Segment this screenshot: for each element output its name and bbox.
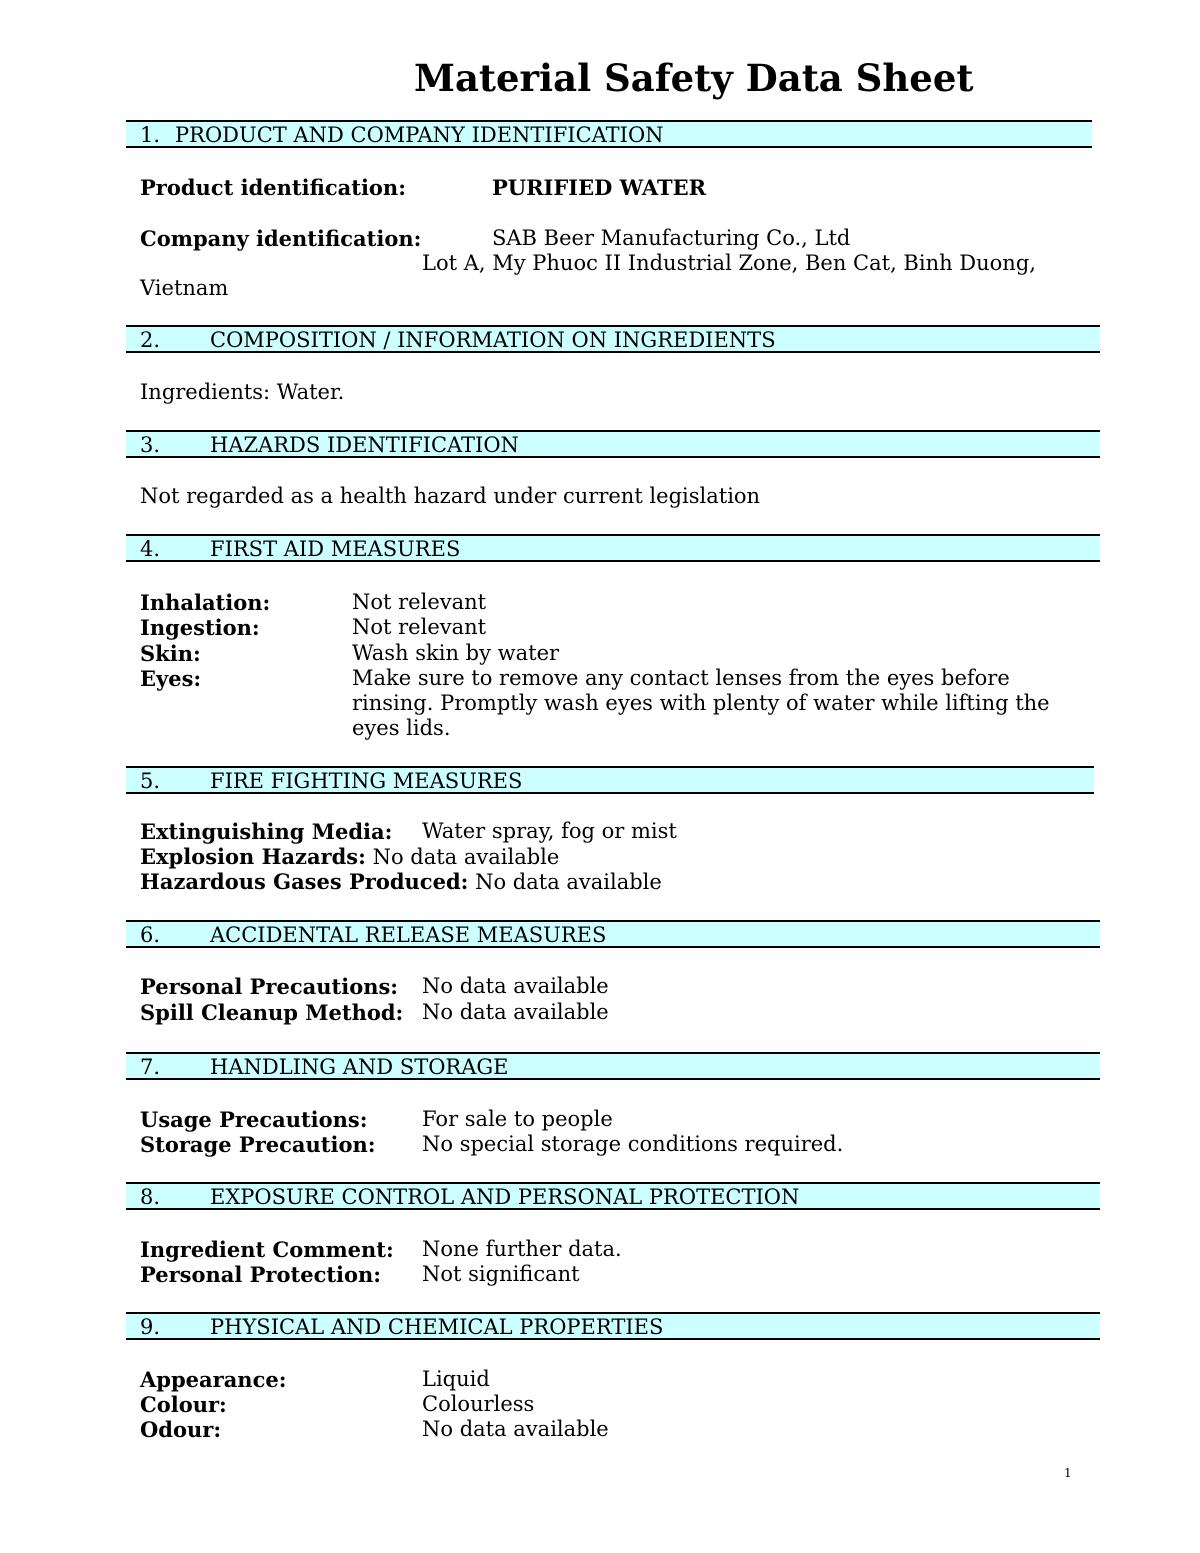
section-header-3: [126, 430, 1100, 458]
section-title: ACCIDENTAL RELEASE MEASURES: [210, 923, 607, 947]
explosion-hazards-label: Explosion Hazards:: [140, 844, 366, 869]
inhalation-label: Inhalation:: [140, 590, 271, 615]
usage-precautions-label: Usage Precautions:: [140, 1107, 368, 1132]
company-id-label: Company identification:: [140, 226, 422, 251]
company-name: SAB Beer Manufacturing Co., Ltd: [492, 226, 851, 250]
skin-label: Skin:: [140, 641, 201, 666]
section-number: 4.: [140, 537, 161, 561]
inhalation-value: Not relevant: [352, 590, 487, 614]
page-number: 1: [1064, 1466, 1072, 1480]
section-title: HAZARDS IDENTIFICATION: [210, 433, 519, 457]
company-address-line2: Vietnam: [140, 276, 229, 300]
section-number: 2.: [140, 328, 161, 352]
spill-cleanup-value: No data available: [422, 1000, 609, 1024]
hazardous-gases-label: Hazardous Gases Produced:: [140, 869, 469, 894]
section-title: PRODUCT AND COMPANY IDENTIFICATION: [175, 123, 664, 147]
section-title: COMPOSITION / INFORMATION ON INGREDIENTS: [210, 328, 776, 352]
spill-cleanup-label: Spill Cleanup Method:: [140, 1000, 404, 1025]
section-title: FIRST AID MEASURES: [210, 537, 461, 561]
section-title: PHYSICAL AND CHEMICAL PROPERTIES: [210, 1315, 664, 1339]
hazards-text: Not regarded as a health hazard under current legislation: [140, 484, 761, 508]
eyes-value-line2: rinsing. Promptly wash eyes with plenty of water while lifting the: [352, 691, 1050, 715]
section-title: HANDLING AND STORAGE: [210, 1055, 509, 1079]
section-number: 7.: [140, 1055, 161, 1079]
ingestion-label: Ingestion:: [140, 615, 260, 640]
section-header-8: [126, 1182, 1100, 1210]
company-address-line1: Lot A, My Phuoc II Industrial Zone, Ben Cat, Binh Duong,: [422, 251, 1036, 275]
ingredients-text: Ingredients: Water.: [140, 380, 345, 404]
section-header-1: [126, 120, 1092, 148]
product-id-value: PURIFIED WATER: [492, 175, 707, 200]
extinguishing-media-value: Water spray, fog or mist: [422, 819, 677, 843]
colour-label: Colour:: [140, 1392, 227, 1417]
section-number: 6.: [140, 923, 161, 947]
eyes-label: Eyes:: [140, 666, 202, 691]
hazardous-gases-value: No data available: [475, 870, 662, 894]
personal-protection-value: Not significant: [422, 1262, 580, 1286]
storage-precaution-value: No special storage conditions required.: [422, 1132, 844, 1156]
explosion-hazards-value: No data available: [372, 845, 560, 869]
section-header-7: [126, 1052, 1100, 1080]
ingestion-value: Not relevant: [352, 615, 487, 639]
section-number: 3.: [140, 433, 161, 457]
usage-precautions-value: For sale to people: [422, 1107, 613, 1131]
ingredient-comment-label: Ingredient Comment:: [140, 1237, 394, 1262]
odour-label: Odour:: [140, 1417, 222, 1442]
explosion-hazards-line: [140, 844, 559, 870]
skin-value: Wash skin by water: [352, 641, 560, 665]
section-number: 9.: [140, 1315, 161, 1339]
extinguishing-media-label: Extinguishing Media:: [140, 819, 393, 844]
colour-value: Colourless: [422, 1392, 535, 1416]
personal-precautions-value: No data available: [422, 974, 609, 998]
eyes-value-line3: eyes lids.: [352, 716, 451, 740]
document-title: Material Safety Data Sheet: [414, 56, 974, 100]
hazardous-gases-line: [140, 869, 662, 895]
appearance-label: Appearance:: [140, 1367, 287, 1392]
section-number: 5.: [140, 769, 161, 793]
appearance-value: Liquid: [422, 1367, 490, 1391]
eyes-value-line1: Make sure to remove any contact lenses from the eyes before: [352, 666, 1010, 690]
section-number: 8.: [140, 1185, 161, 1209]
personal-protection-label: Personal Protection:: [140, 1262, 382, 1287]
odour-value: No data available: [422, 1417, 609, 1441]
section-header-4: [126, 534, 1100, 562]
storage-precaution-label: Storage Precaution:: [140, 1132, 376, 1157]
section-number: 1.: [140, 123, 161, 147]
section-header-5: [126, 766, 1094, 794]
personal-precautions-label: Personal Precautions:: [140, 974, 399, 999]
section-header-9: [126, 1312, 1100, 1340]
section-title: FIRE FIGHTING MEASURES: [210, 769, 523, 793]
section-header-6: [126, 920, 1100, 948]
section-title: EXPOSURE CONTROL AND PERSONAL PROTECTION: [210, 1185, 800, 1209]
ingredient-comment-value: None further data.: [422, 1237, 622, 1261]
section-header-2: [126, 325, 1100, 353]
product-id-label: Product identification:: [140, 175, 406, 200]
